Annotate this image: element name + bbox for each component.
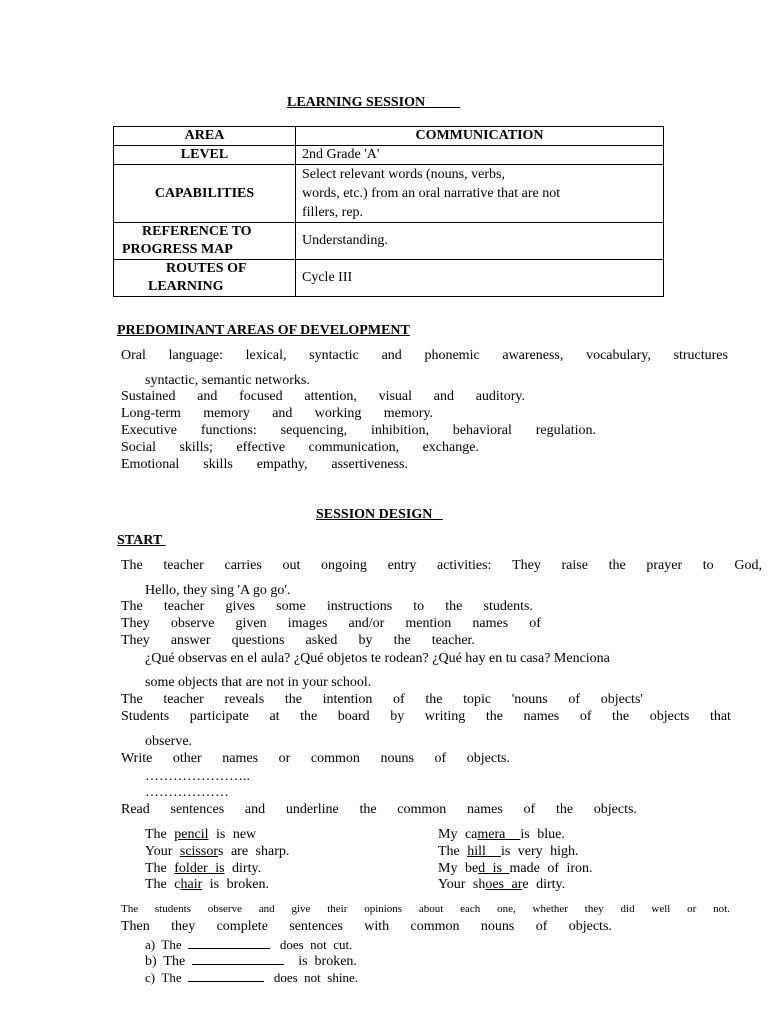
word: board xyxy=(337,709,370,724)
word: names xyxy=(467,802,503,817)
word: of xyxy=(434,751,447,766)
word: Then xyxy=(121,919,150,934)
word: phonemic xyxy=(424,348,480,363)
word: not. xyxy=(713,903,730,915)
word: observe xyxy=(170,616,215,631)
underlined-noun: scissor xyxy=(179,844,218,859)
underlined-noun: hill xyxy=(467,844,501,859)
word: prayer xyxy=(646,558,683,573)
table-value: COMMUNICATION xyxy=(296,127,664,146)
word: and xyxy=(433,389,454,404)
word: nouns xyxy=(380,751,414,766)
session-design-heading: SESSION DESIGN xyxy=(316,507,433,522)
word: auditory. xyxy=(475,389,525,404)
word: syntactic xyxy=(309,348,359,363)
word: participate xyxy=(189,709,249,724)
sentence-text: s are sharp. xyxy=(218,844,290,859)
word: writing xyxy=(424,709,466,724)
sentence-text: The c xyxy=(145,877,181,892)
word: underline xyxy=(285,802,339,817)
table-row xyxy=(114,223,664,260)
word: common xyxy=(397,802,447,817)
word: They xyxy=(121,633,150,648)
table-row xyxy=(114,146,664,165)
exercise-text: does not shine. xyxy=(273,970,358,985)
word: They xyxy=(121,616,150,631)
word: students xyxy=(154,903,191,915)
word: common xyxy=(410,919,460,934)
sentence-right xyxy=(438,827,565,843)
word: empathy, xyxy=(256,457,308,472)
development-line xyxy=(121,389,525,405)
word: objects xyxy=(649,709,690,724)
exercise-marker: c) xyxy=(145,970,156,985)
word: teacher xyxy=(163,599,205,614)
underlined-noun: mera xyxy=(477,827,521,842)
design-line xyxy=(121,633,475,649)
exercise-text: does not cut. xyxy=(279,937,353,952)
sentence-text: is new xyxy=(208,827,257,842)
word: Social xyxy=(121,440,156,455)
sentence-left xyxy=(145,861,261,877)
table-key: CAPABILITIES xyxy=(114,165,296,223)
word: structures xyxy=(673,348,728,363)
sentence-text: dirty. xyxy=(224,861,262,876)
exercise-item xyxy=(145,969,358,986)
word: instructions xyxy=(326,599,393,614)
spanish-questions-cont: some objects that are not in your school. xyxy=(145,675,372,690)
design-line xyxy=(121,599,533,615)
word: Sustained xyxy=(121,389,176,404)
word: objects. xyxy=(568,919,612,934)
word: and/or xyxy=(348,616,385,631)
development-line xyxy=(121,457,408,473)
sentence-left xyxy=(145,827,256,843)
word: intention xyxy=(322,692,373,707)
word: did xyxy=(620,903,635,915)
table-key-line: ROUTES OF xyxy=(166,261,247,276)
sentence-text: e dirty. xyxy=(522,877,566,892)
word: at xyxy=(269,709,280,724)
sentence-text: The xyxy=(145,861,175,876)
word: Write xyxy=(121,751,153,766)
word: with xyxy=(364,919,390,934)
word: Executive xyxy=(121,423,177,438)
word: the xyxy=(393,633,411,648)
word: their xyxy=(327,903,348,915)
word: or xyxy=(278,751,291,766)
word: communication, xyxy=(308,440,400,455)
word: gives xyxy=(225,599,255,614)
word: topic xyxy=(463,692,492,707)
design-paragraph-1 xyxy=(121,558,762,574)
word: inhibition, xyxy=(371,423,429,438)
sentence-left xyxy=(145,844,289,860)
word: the xyxy=(555,802,574,817)
word: the xyxy=(425,692,443,707)
spanish-questions: ¿Qué observas en el aula? ¿Qué objetos te rodean? ¿Qué hay en tu casa? Menciona xyxy=(145,651,610,666)
underlined-noun: folder is xyxy=(174,861,225,876)
word: working xyxy=(314,406,362,421)
word: complete xyxy=(216,919,268,934)
word: objects. xyxy=(466,751,510,766)
word: and xyxy=(381,348,402,363)
sentence-left xyxy=(145,877,269,893)
word: of xyxy=(568,692,581,707)
word: exchange. xyxy=(422,440,479,455)
word: by xyxy=(358,633,373,648)
word: God, xyxy=(734,558,762,573)
word: They xyxy=(512,558,541,573)
word: whether xyxy=(532,903,568,915)
development-line-1-cont: syntactic, semantic networks. xyxy=(145,373,310,388)
word: of xyxy=(579,709,592,724)
table-value-line: fillers, rep. xyxy=(302,205,364,220)
word: give xyxy=(291,903,311,915)
sentence-text: made of iron. xyxy=(509,861,593,876)
word: The xyxy=(121,599,143,614)
design-line xyxy=(121,616,541,632)
word: nouns xyxy=(480,919,515,934)
word: The xyxy=(121,558,143,573)
word: of xyxy=(523,802,536,817)
exercise-item xyxy=(145,952,357,970)
word: objects. xyxy=(593,802,637,817)
table-key xyxy=(114,223,296,260)
word: names xyxy=(472,616,509,631)
word: regulation. xyxy=(535,423,596,438)
sentence-text: Your xyxy=(145,844,180,859)
word: to xyxy=(413,599,425,614)
sentence-right xyxy=(438,844,579,860)
word: and xyxy=(272,406,293,421)
table-value: Cycle III xyxy=(296,260,664,297)
word: focused xyxy=(239,389,283,404)
word: behavioral xyxy=(452,423,512,438)
sentence-text: is broken. xyxy=(202,877,269,892)
word: sentences xyxy=(289,919,343,934)
development-heading: PREDOMINANT AREAS OF DEVELOPMENT xyxy=(117,323,410,338)
exercise-text: The xyxy=(163,954,186,969)
word: The xyxy=(121,903,139,915)
sentence-text: The xyxy=(438,844,468,859)
word: visual xyxy=(378,389,413,404)
underlined-noun: oes ar xyxy=(485,877,523,892)
word: awareness, xyxy=(502,348,564,363)
table-key: AREA xyxy=(114,127,296,146)
word: Students xyxy=(121,709,170,724)
word: Long-term xyxy=(121,406,181,421)
sentence-text: The xyxy=(145,827,175,842)
word: and xyxy=(197,389,218,404)
word: entry xyxy=(387,558,417,573)
word: or xyxy=(687,903,697,915)
answer-blank[interactable] xyxy=(188,969,264,982)
sentence-right xyxy=(438,861,593,877)
word: observe xyxy=(207,903,242,915)
word: and xyxy=(244,802,266,817)
underlined-noun: hair xyxy=(180,877,203,892)
sentence-text: My ca xyxy=(438,827,478,842)
word: teacher xyxy=(163,558,204,573)
dots-line: ………………….. xyxy=(145,769,250,784)
sentence-text: is very high. xyxy=(500,844,579,859)
word: answer xyxy=(170,633,211,648)
dots-line: ……………… xyxy=(145,785,229,800)
word: The xyxy=(121,692,143,707)
word: sentences xyxy=(170,802,225,817)
word: teacher. xyxy=(431,633,475,648)
word: students. xyxy=(483,599,533,614)
answer-blank[interactable] xyxy=(192,952,284,965)
table-value xyxy=(296,165,664,223)
exercise-text: The xyxy=(161,970,182,985)
word: opinions xyxy=(364,903,403,915)
development-line xyxy=(121,406,433,422)
word: Oral xyxy=(121,348,146,363)
word: to xyxy=(702,558,714,573)
table-value-line: Select relevant words (nouns, verbs, xyxy=(302,167,505,182)
word: the xyxy=(284,692,302,707)
table-row xyxy=(114,260,664,297)
design-line xyxy=(121,919,612,935)
underlined-noun: pencil xyxy=(174,827,209,842)
word: memory xyxy=(203,406,250,421)
word: names xyxy=(222,751,259,766)
word: language: xyxy=(168,348,223,363)
word: effective xyxy=(236,440,286,455)
word: vocabulary, xyxy=(586,348,651,363)
word: objects' xyxy=(600,692,643,707)
word: of xyxy=(393,692,405,707)
table-key-line: LEARNING xyxy=(148,279,224,294)
word: functions: xyxy=(200,423,257,438)
page-title: LEARNING SESSION xyxy=(287,95,426,110)
word: raise xyxy=(561,558,588,573)
word: by xyxy=(390,709,405,724)
table-row xyxy=(114,127,664,146)
development-line xyxy=(121,423,596,439)
word: images xyxy=(287,616,328,631)
word: Emotional xyxy=(121,457,180,472)
table-key-line: PROGRESS MAP xyxy=(122,242,233,257)
exercise-item xyxy=(145,936,352,953)
word: that xyxy=(709,709,731,724)
word: given xyxy=(235,616,267,631)
word: they xyxy=(584,903,604,915)
exercise-text: is broken. xyxy=(298,954,357,969)
word: common xyxy=(310,751,360,766)
word: out xyxy=(282,558,301,573)
word: skills xyxy=(203,457,233,472)
sentence-right xyxy=(438,877,565,893)
word: the xyxy=(612,709,630,724)
word: memory. xyxy=(383,406,433,421)
word: lexical, xyxy=(245,348,287,363)
table-row xyxy=(114,165,664,223)
answer-blank[interactable] xyxy=(188,936,270,949)
session-info-table xyxy=(113,126,664,297)
design-paragraph-1-cont: Hello, they sing 'A go go'. xyxy=(145,583,291,598)
word: attention, xyxy=(304,389,357,404)
word: other xyxy=(172,751,202,766)
exercise-marker: a) xyxy=(145,937,156,952)
start-heading: START xyxy=(117,533,163,548)
word: names xyxy=(523,709,560,724)
word: and xyxy=(258,903,275,915)
design-line xyxy=(121,692,643,708)
sentence-text: Your sh xyxy=(438,877,486,892)
exercise-text: The xyxy=(161,937,182,952)
word: Read xyxy=(121,802,150,817)
word: about xyxy=(418,903,444,915)
word: the xyxy=(608,558,626,573)
table-key: LEVEL xyxy=(114,146,296,165)
word: 'nouns xyxy=(511,692,548,707)
word: ongoing xyxy=(321,558,367,573)
word: skills; xyxy=(179,440,213,455)
word: asked xyxy=(305,633,338,648)
sentence-text: My be xyxy=(438,861,479,876)
small-text-line xyxy=(121,903,730,915)
word: some xyxy=(276,599,306,614)
table-value: 2nd Grade 'A' xyxy=(296,146,664,165)
design-line xyxy=(121,751,510,767)
design-line xyxy=(121,802,637,818)
word: of xyxy=(535,919,548,934)
word: carries xyxy=(224,558,262,573)
word: mention xyxy=(405,616,452,631)
table-value-line: words, etc.) from an oral narrative that are not xyxy=(302,186,561,201)
word: the xyxy=(359,802,377,817)
word: the xyxy=(445,599,463,614)
exercise-marker: b) xyxy=(145,954,157,969)
word: activities: xyxy=(436,558,492,573)
design-line-cont: observe. xyxy=(145,734,193,749)
word: reveals xyxy=(224,692,265,707)
underlined-noun: d is xyxy=(478,861,510,876)
word: teacher xyxy=(163,692,204,707)
table-value: Understanding. xyxy=(296,223,664,260)
sentence-text: is blue. xyxy=(520,827,565,842)
development-line-1 xyxy=(121,348,728,364)
word: assertiveness. xyxy=(331,457,408,472)
word: they xyxy=(171,919,196,934)
word: questions xyxy=(231,633,285,648)
word: the xyxy=(300,709,318,724)
word: well xyxy=(651,903,671,915)
design-line xyxy=(121,709,731,725)
word: of xyxy=(529,616,541,631)
word: sequencing, xyxy=(280,423,348,438)
word: one, xyxy=(497,903,516,915)
word: each xyxy=(460,903,481,915)
table-key-line: REFERENCE TO xyxy=(142,224,252,239)
table-key xyxy=(114,260,296,297)
development-line xyxy=(121,440,479,456)
word: the xyxy=(485,709,503,724)
